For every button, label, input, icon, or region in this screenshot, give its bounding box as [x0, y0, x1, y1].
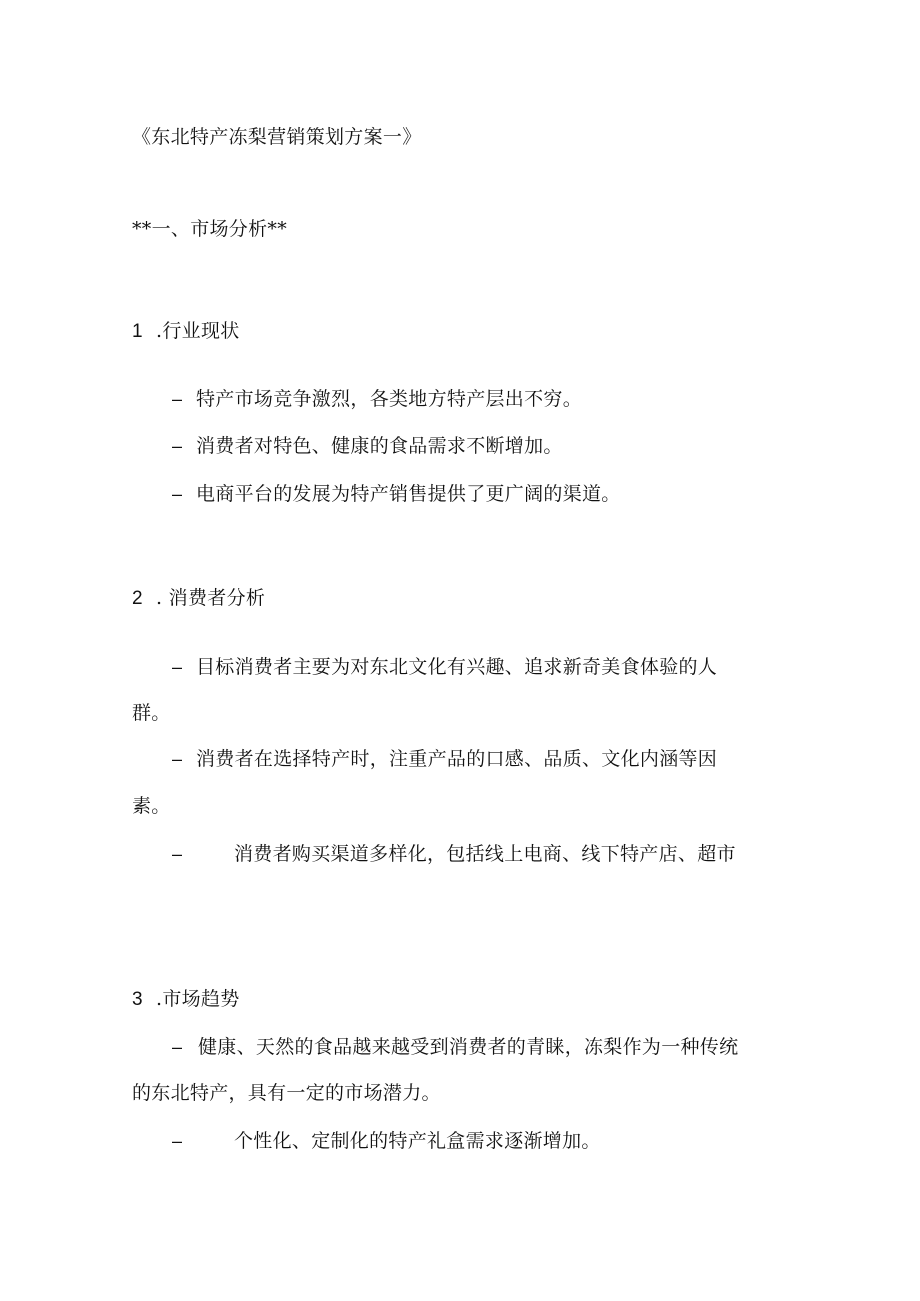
bullet-item: 特产市场竞争激烈，各类地方特产层出不穷。 [196, 388, 583, 410]
section-heading-market-analysis: **一、市场分析** [132, 218, 288, 240]
bullet-dash: – [172, 484, 183, 504]
bullet-dash: – [172, 436, 183, 456]
bullet-item-continuation: 素。 [132, 795, 171, 817]
bullet-dash: – [172, 1131, 183, 1151]
bullet-item: 消费者购买渠道多样化，包括线上电商、线下特产店、超市 [234, 843, 736, 865]
bullet-item: 消费者在选择特产时，注重产品的口感、品质、文化内涵等因 [196, 748, 718, 770]
subsection-heading-industry-status [132, 318, 240, 345]
bullet-item-continuation: 的东北特产，具有一定的市场潜力。 [132, 1082, 441, 1104]
document-title: 《东北特产冻梨营销策划方案一》 [132, 126, 422, 148]
bullet-dash: – [172, 749, 183, 769]
bullet-dash: – [172, 1037, 183, 1057]
bullet-item: 个性化、定制化的特产礼盒需求逐渐增加。 [234, 1130, 601, 1152]
bullet-dash: – [172, 389, 183, 409]
subsection-heading-market-trends [132, 986, 240, 1013]
bullet-item-continuation: 群。 [132, 702, 171, 724]
subsection-number: 2 [132, 588, 143, 609]
bullet-item: 目标消费者主要为对东北文化有兴趣、追求新奇美食体验的人 [196, 656, 718, 678]
bullet-item: 消费者对特色、健康的食品需求不断增加。 [196, 435, 563, 457]
bullet-dash: – [172, 657, 183, 677]
subsection-title: . 消费者分析 [156, 587, 266, 609]
subsection-heading-consumer-analysis [132, 585, 265, 612]
bullet-dash: – [172, 844, 183, 864]
bullet-item: 电商平台的发展为特产销售提供了更广阔的渠道。 [196, 483, 621, 505]
subsection-title: .行业现状 [156, 320, 240, 342]
subsection-number: 3 [132, 989, 143, 1010]
subsection-number: 1 [132, 321, 143, 342]
subsection-title: .市场趋势 [156, 988, 240, 1010]
bullet-item: 健康、天然的食品越来越受到消费者的青睐，冻梨作为一种传统 [198, 1036, 739, 1058]
